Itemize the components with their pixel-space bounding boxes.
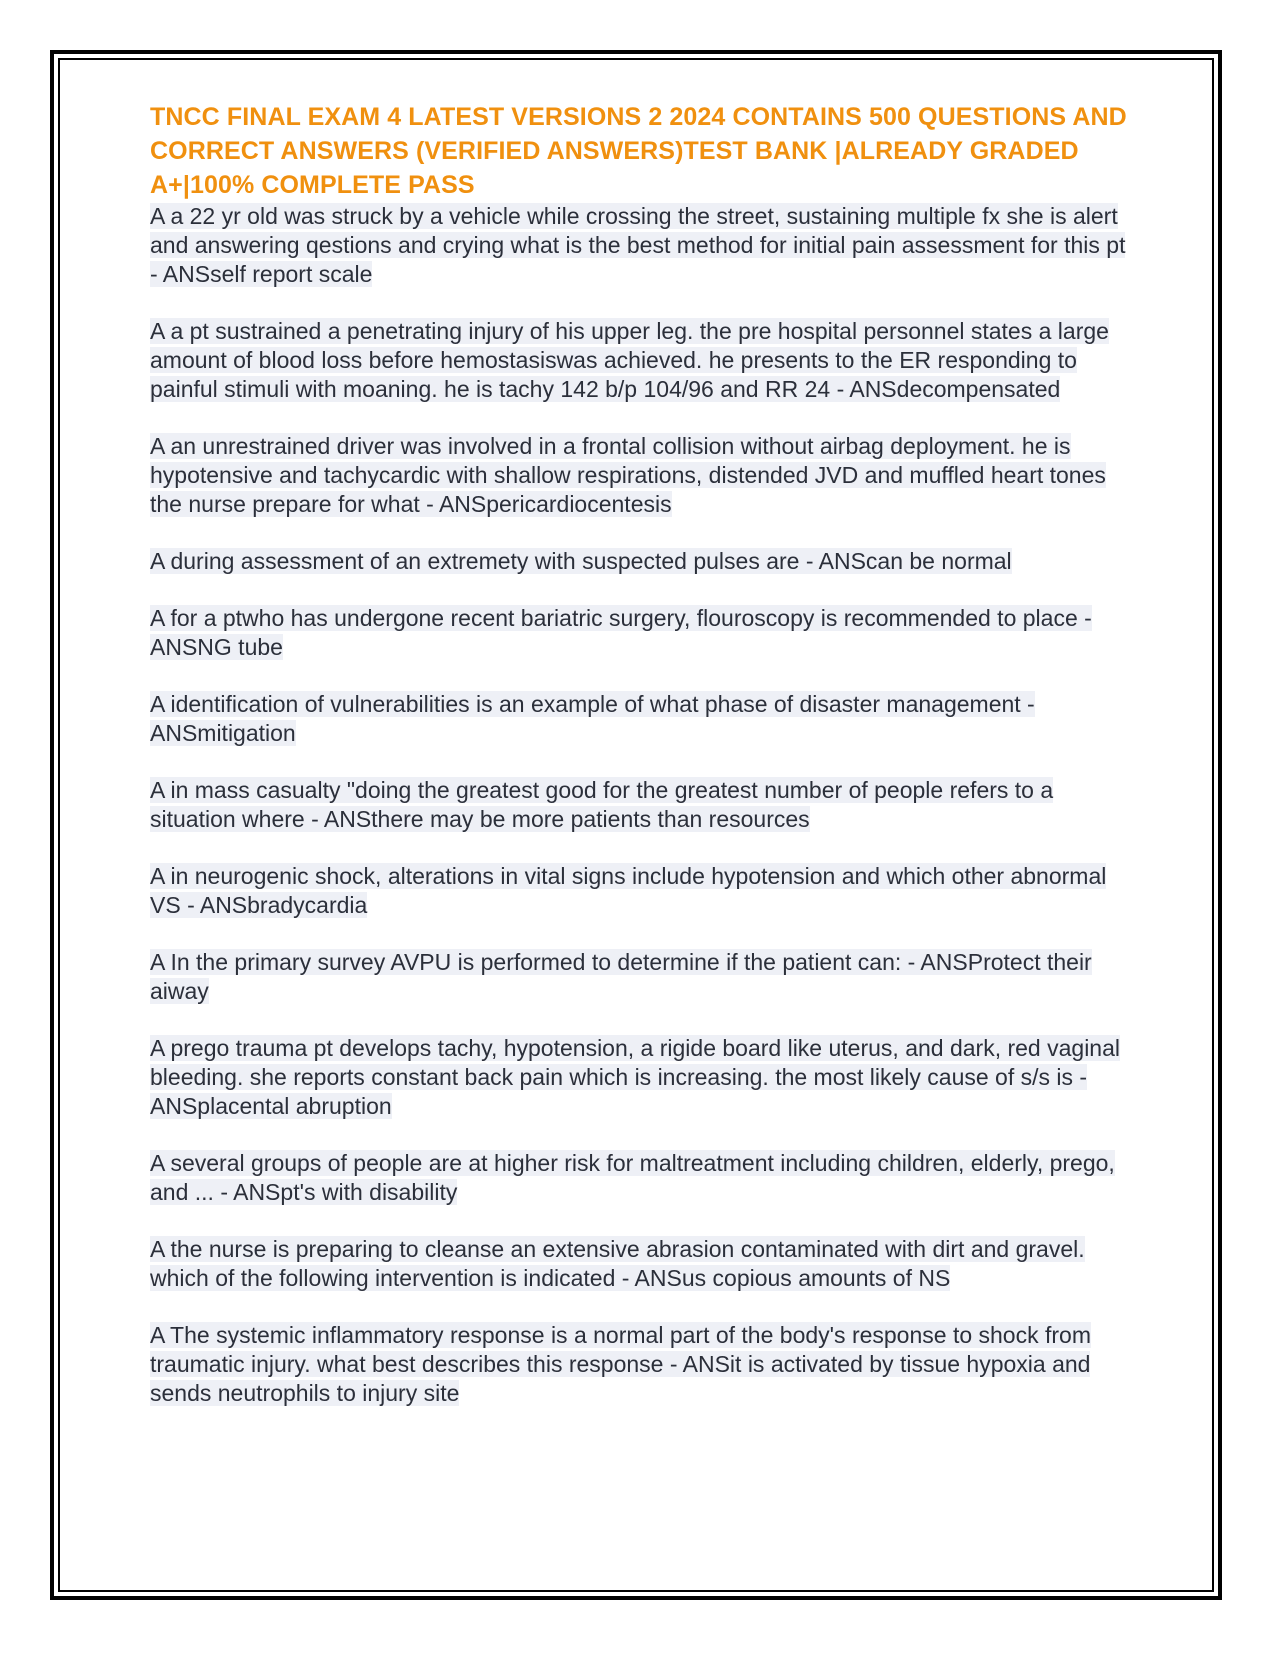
qa-text: A The systemic inflammatory response is a normal part of the body's response to shock from traumatic injury. what best describes this response - ANSit is activated by tissue hypoxia and sends neutrophils to injury site (150, 1322, 1091, 1406)
qa-item (150, 862, 1130, 920)
qa-item (150, 202, 1130, 289)
qa-text: A In the primary survey AVPU is performed to determine if the patient can: - ANSProtect their aiway (150, 949, 1092, 1004)
document-content (150, 100, 1130, 1436)
qa-text: A a 22 yr old was struck by a vehicle while crossing the street, sustaining multiple fx she is alert and answering qestions and crying what is the best method for initial pain assessment for this pt - ANSself report scale (150, 203, 1126, 287)
qa-item (150, 547, 1130, 576)
qa-text: A in mass casualty "doing the greatest good for the greatest number of people refers to a situation where - ANSthere may be more patients than resources (150, 777, 1054, 832)
qa-text: A identification of vulnerabilities is an example of what phase of disaster management - ANSmitigation (150, 691, 1035, 746)
qa-item (150, 1235, 1130, 1293)
document-title: TNCC FINAL EXAM 4 LATEST VERSIONS 2 2024 CONTAINS 500 QUESTIONS AND CORRECT ANSWERS (VERIFIED ANSWERS)TEST BANK |ALREADY GRADED A+|100% COMPLETE PASS (150, 103, 1127, 199)
qa-item (150, 432, 1130, 519)
qa-text: A several groups of people are at higher risk for maltreatment including children, elderly, prego, and ... - ANSpt's with disability (150, 1150, 1115, 1205)
qa-text: A prego trauma pt develops tachy, hypotension, a rigide board like uterus, and dark, red vaginal bleeding. she reports constant back pain which is increasing. the most likely cause of s/s is - ANSplacental abruption (150, 1035, 1120, 1119)
qa-text: A an unrestrained driver was involved in a frontal collision without airbag deployment. he is hypotensive and tachycardic with shallow respirations, distended JVD and muffled heart tones the nurse prepare for what - ANSpericardiocentesis (150, 433, 1106, 517)
qa-list (150, 202, 1130, 1408)
qa-item (150, 1321, 1130, 1408)
qa-text: A in neurogenic shock, alterations in vital signs include hypotension and which other abnormal VS - ANSbradycardia (150, 863, 1107, 918)
qa-text: A the nurse is preparing to cleanse an extensive abrasion contaminated with dirt and gravel. which of the following intervention is indicated - ANSus copious amounts of NS (150, 1236, 1085, 1291)
qa-item (150, 317, 1130, 404)
qa-text: A for a ptwho has undergone recent bariatric surgery, flouroscopy is recommended to place - ANSNG tube (150, 605, 1092, 660)
qa-item (150, 776, 1130, 834)
qa-text: A a pt sustrained a penetrating injury of his upper leg. the pre hospital personnel states a large amount of blood loss before hemostasiswas achieved. he presents to the ER responding to painful stimuli with moaning. he is tachy 142 b/p 104/96 and RR 24 - ANSdecompensated (150, 318, 1109, 402)
qa-item (150, 1034, 1130, 1121)
qa-item (150, 690, 1130, 748)
qa-item (150, 604, 1130, 662)
qa-text: A during assessment of an extremety with suspected pulses are - ANScan be normal (150, 548, 1012, 574)
qa-item (150, 948, 1130, 1006)
qa-item (150, 1149, 1130, 1207)
